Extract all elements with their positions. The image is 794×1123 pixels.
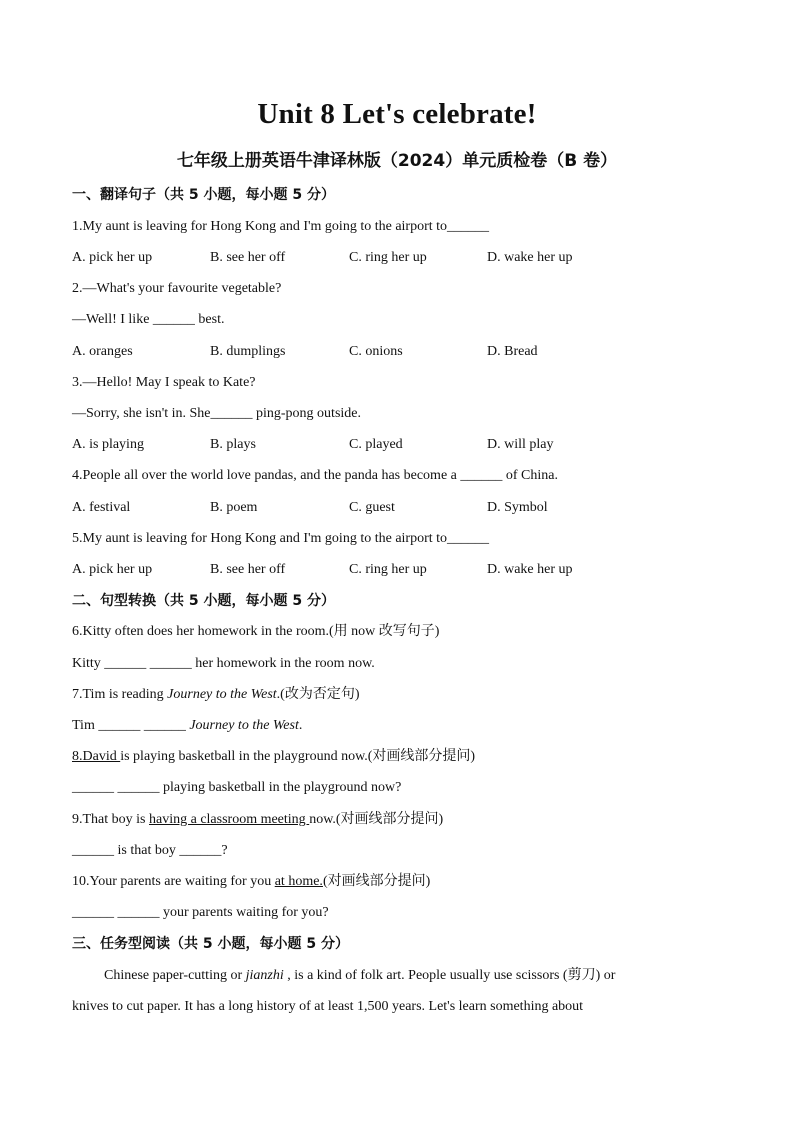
- q7-stem-post: .(改为否定句): [276, 687, 360, 702]
- q8-stem-post: is playing basketball in the playground now.(对画线部分提问): [120, 749, 476, 764]
- q5-option-d: D. wake her up: [487, 562, 573, 577]
- q3-option-b: B. plays: [210, 437, 256, 452]
- q5-option-c: C. ring her up: [349, 562, 427, 577]
- reading-paragraph-line-1: [104, 967, 722, 985]
- q4-option-c: C. guest: [349, 500, 395, 515]
- q8-underlined-part: 8.David: [72, 749, 121, 764]
- question-10-answer: ______ ______ your parents waiting for you?: [72, 905, 329, 920]
- q3-option-a: A. is playing: [72, 437, 144, 452]
- question-8-stem: [72, 748, 475, 766]
- q2-option-b: B. dumplings: [210, 344, 286, 359]
- q1-option-a: A. pick her up: [72, 250, 153, 265]
- q9-stem-pre: 9.That boy is: [72, 812, 149, 827]
- q9-stem-post: now.(对画线部分提问): [309, 812, 444, 827]
- q10-underlined-part: at home.: [274, 874, 323, 889]
- question-3-line-1: 3.—Hello! May I speak to Kate?: [72, 375, 256, 390]
- question-7-answer: [72, 717, 302, 735]
- q3-option-d: D. will play: [487, 437, 554, 452]
- section-heading-1: 一、翻译句子（共 5 小题，每小题 5 分）: [72, 187, 335, 203]
- q2-option-c: C. onions: [349, 344, 403, 359]
- reading-line-1-pre: Chinese paper-cutting or: [104, 968, 246, 983]
- q2-option-d: D. Bread: [487, 344, 538, 359]
- q7-answer-post: .: [298, 718, 303, 733]
- question-5-stem: 5.My aunt is leaving for Hong Kong and I'm going to the airport to______: [72, 531, 490, 546]
- q7-stem-pre: 7.Tim is reading: [72, 687, 168, 702]
- q5-option-a: A. pick her up: [72, 562, 153, 577]
- q4-option-d: D. Symbol: [487, 500, 548, 515]
- q1-option-b: B. see her off: [210, 250, 286, 265]
- q9-underlined-part: having a classroom meeting: [149, 812, 310, 827]
- q1-option-c: C. ring her up: [349, 250, 427, 265]
- question-2-line-1: 2.—What's your favourite vegetable?: [72, 281, 282, 296]
- q7-stem-book-title: Journey to the West: [167, 687, 277, 702]
- page-subtitle: 七年级上册英语牛津译林版（2024）单元质检卷（B 卷）: [176, 151, 618, 171]
- reading-line-1-post: , is a kind of folk art. People usually use scissors (剪刀) or: [283, 968, 616, 983]
- q4-option-a: A. festival: [72, 500, 131, 515]
- q7-answer-pre: Tim ______ ______: [72, 718, 190, 733]
- question-6-answer: Kitty ______ ______ her homework in the room now.: [72, 656, 375, 671]
- question-6-stem: 6.Kitty often does her homework in the room.(用 now 改写句子): [72, 624, 440, 639]
- page-title: Unit 8 Let's celebrate!: [257, 98, 537, 130]
- question-3-line-2: —Sorry, she isn't in. She______ ping-pong outside.: [72, 406, 361, 421]
- q4-option-b: B. poem: [210, 500, 258, 515]
- section-heading-2: 二、句型转换（共 5 小题，每小题 5 分）: [72, 593, 335, 609]
- q10-stem-post: (对画线部分提问): [322, 874, 431, 889]
- question-1-stem: 1.My aunt is leaving for Hong Kong and I'm going to the airport to______: [72, 219, 490, 234]
- q5-option-b: B. see her off: [210, 562, 286, 577]
- reading-italic-term: jianzhi: [245, 968, 284, 983]
- q2-option-a: A. oranges: [72, 344, 133, 359]
- question-9-stem: [72, 811, 443, 829]
- question-10-stem: [72, 873, 430, 891]
- section-heading-3: 三、任务型阅读（共 5 小题，每小题 5 分）: [72, 936, 349, 952]
- question-8-answer: ______ ______ playing basketball in the playground now?: [72, 780, 402, 795]
- reading-paragraph-line-2: knives to cut paper. It has a long history of at least 1,500 years. Let's learn something about: [72, 999, 584, 1014]
- q10-stem-pre: 10.Your parents are waiting for you: [72, 874, 275, 889]
- question-7-stem: [72, 686, 360, 704]
- question-2-line-2: —Well! I like ______ best.: [72, 312, 225, 327]
- q1-option-d: D. wake her up: [487, 250, 573, 265]
- q3-option-c: C. played: [349, 437, 403, 452]
- question-9-answer: ______ is that boy ______?: [72, 843, 228, 858]
- q7-answer-book-title: Journey to the West: [189, 718, 299, 733]
- question-4-stem: 4.People all over the world love pandas, and the panda has become a ______ of China.: [72, 468, 558, 483]
